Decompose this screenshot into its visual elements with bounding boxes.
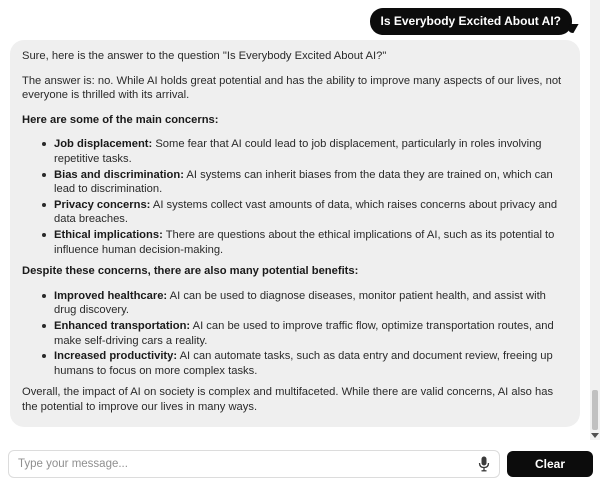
response-closing: Overall, the impact of AI on society is complex and multifaceted. While there are valid concerns, AI also has the potential to improve our lives in many ways.	[22, 386, 554, 413]
microphone-icon[interactable]	[477, 456, 491, 472]
list-item	[42, 228, 569, 257]
list-item-title: Job displacement:	[54, 138, 153, 151]
list-item	[42, 198, 569, 227]
bot-response-bubble	[10, 40, 580, 427]
scrollbar-thumb[interactable]	[592, 390, 598, 430]
benefits-list	[22, 289, 569, 379]
list-item-title: Privacy concerns:	[54, 198, 151, 211]
list-item	[42, 319, 569, 348]
chat-scrollbar[interactable]	[590, 0, 600, 440]
composer	[0, 446, 600, 488]
list-item-text: AI systems can inherit biases from the data they are trained on, which can lead to discrimination.	[54, 168, 553, 196]
concerns-list	[22, 137, 569, 257]
list-item	[42, 349, 569, 378]
list-item-text: AI can be used to improve traffic flow, optimize transportation routes, and make self-driving cars a reality.	[54, 319, 554, 347]
clear-button[interactable]: Clear	[507, 451, 593, 477]
list-item-text: There are questions about the ethical implications of AI, such as its potential to influence human decision-making.	[54, 228, 555, 256]
list-item	[42, 137, 569, 166]
list-item-title: Enhanced transportation:	[54, 319, 191, 332]
message-input[interactable]	[8, 450, 500, 478]
list-item	[42, 289, 569, 318]
list-item-text: Some fear that AI could lead to job displacement, particularly in roles involving repetitive tasks.	[54, 138, 542, 165]
list-item-title: Increased productivity:	[54, 350, 178, 363]
list-item-text: AI can be used to diagnose diseases, monitor patient health, and assist with drug discovery.	[54, 289, 546, 317]
list-item	[42, 168, 569, 197]
response-intro: Sure, here is the answer to the question "Is Everybody Excited About AI?"	[22, 50, 387, 62]
benefits-heading: Despite these concerns, there are also many potential benefits:	[22, 265, 359, 278]
list-item-title: Improved healthcare:	[54, 289, 168, 302]
concerns-heading: Here are some of the main concerns:	[22, 113, 219, 126]
user-message-bubble: Is Everybody Excited About AI?	[370, 8, 572, 35]
list-item-text: AI can automate tasks, such as data entry and document review, freeing up humans to focus on more complex tasks.	[54, 350, 553, 377]
list-item-title: Ethical implications:	[54, 228, 163, 241]
list-item-title: Bias and discrimination:	[54, 168, 184, 181]
response-answer: The answer is: no. While AI holds great potential and has the ability to improve many aspects of our lives, not everyone is thrilled with its arrival.	[22, 74, 562, 102]
scroll-down-arrow-icon[interactable]	[591, 433, 599, 438]
list-item-text: AI systems collect vast amounts of data, which raises concerns about privacy and data breaches.	[54, 198, 558, 226]
